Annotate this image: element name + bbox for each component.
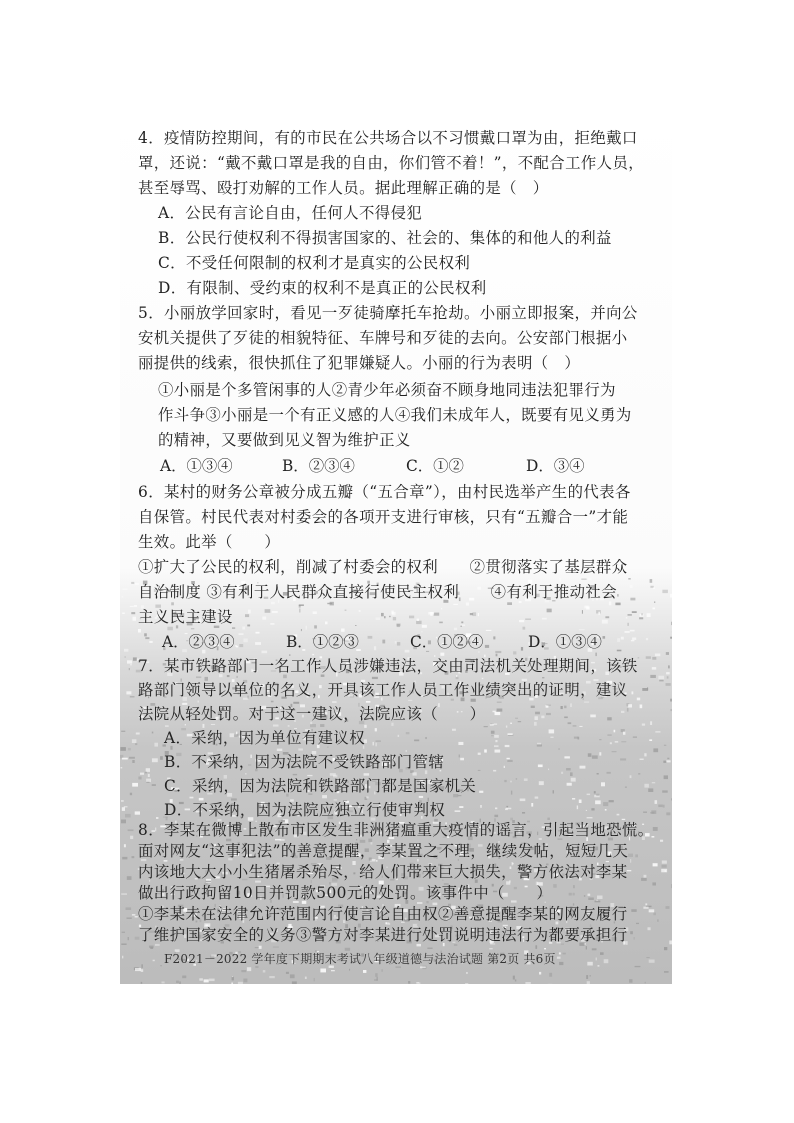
q6-option-b: B．①②③ (286, 633, 359, 651)
q4-stem-line-2: 罩，还说：“戴不戴口罩是我的自由，你们管不着！”，不配合工作人员， (138, 154, 645, 172)
q5-option-d: D．③④ (526, 457, 585, 475)
q5-stem-line-2: 安机关提供了歹徒的相貌特征、车牌号和歹徒的去向。公安部门根据小 (138, 329, 628, 347)
q6-stem-line-3: 生效。此举（ ） (138, 533, 281, 551)
q7-option-d: D．不采纳，因为法院应独立行使审判权 (164, 801, 446, 819)
q6-stem-line-1: 6．某村的财务公章被分成五瓣（“五合章”），由村民选举产生的代表各 (138, 483, 631, 501)
q4-option-b: B．公民行使权利不得损害国家的、社会的、集体的和他人的利益 (158, 229, 612, 247)
q5-statement-line-3: 的精神，又要做到见义智为维护正义 (158, 431, 411, 449)
q6-option-a: A．②③④ (162, 633, 235, 651)
q4-stem-line-3: 甚至辱骂、殴打劝解的工作人员。据此理解正确的是（ ） (138, 179, 549, 197)
q7-option-b: B．不采纳，因为法院不受铁路部门管辖 (164, 753, 445, 771)
q7-stem-line-3: 法院从轻处罚。对于这一建议，法院应该（ ） (138, 705, 486, 723)
q7-option-a: A．采纳，因为单位有建议权 (164, 729, 366, 747)
q7-stem-line-1: 7．某市铁路部门一名工作人员涉嫌违法，交由司法机关处理期间，该铁 (138, 657, 638, 675)
q5-stem-line-1: 5．小丽放学回家时，看见一歹徒骑摩托车抢劫。小丽立即报案，并向公 (138, 304, 638, 322)
q6-statement-line-1: ①扩大了公民的权利，削减了村委会的权利 ②贯彻落实了基层群众 (138, 558, 628, 576)
q5-option-a: A．①③④ (160, 457, 233, 475)
q6-statement-line-3: 主义民主建设 (138, 608, 233, 626)
q4-option-d: D．有限制、受约束的权利不是真正的公民权利 (158, 279, 487, 297)
q5-statement-line-2: 作斗争③小丽是一个有正义感的人④我们未成年人，既要有见义勇为 (158, 406, 632, 424)
q6-option-c: C．①②④ (410, 633, 484, 651)
q5-option-c: C．①② (406, 457, 464, 475)
q4-option-a: A．公民有言论自由，任何人不得侵犯 (158, 204, 423, 222)
q6-option-d: D．①③④ (528, 633, 602, 651)
exam-page (120, 108, 672, 984)
q7-stem-line-2: 路部门领导以单位的名义，开具该工作人员工作业绩突出的证明，建议 (138, 681, 628, 699)
q7-option-c: C．采纳，因为法院和铁路部门都是国家机关 (164, 777, 477, 795)
q5-stem-line-3: 丽提供的线索，很快抓住了犯罪嫌疑人。小丽的行为表明（ ） (138, 354, 581, 372)
q8-stem-line-2: 面对网友“这事犯法”的善意提醒，李某置之不理，继续发帖，短短几天 (138, 842, 629, 860)
q8-stem-line-4: 做出行政拘留10日并罚款500元的处罚。该事件中（ ） (138, 884, 553, 902)
q8-stem-line-3: 内该地大大小小生猪屠杀殆尽，给人们带来巨大损失，警方依法对李某 (138, 863, 628, 881)
q8-stem-line-1: 8．李某在微博上散布市区发生非洲猪瘟重大疫情的谣言，引起当地恐慌。 (138, 821, 654, 839)
q5-option-b: B．②③④ (282, 457, 355, 475)
q6-statement-line-2: 自治制度 ③有利于人民群众直接行使民主权利 ④有利于推动社会 (138, 583, 618, 601)
q4-stem-line-1: 4．疫情防控期间，有的市民在公共场合以不习惯戴口罩为由，拒绝戴口 (138, 129, 638, 147)
q5-statement-line-1: ①小丽是个多管闲事的人②青少年必须奋不顾身地同违法犯罪行为 (158, 381, 616, 399)
page-footer: F2021－2022 学年度下期期末考试八年级道德与法治试题 第2页 共6页 (164, 952, 556, 966)
q8-statement-line-1: ①李某未在法律允许范围内行使言论自由权②善意提醒李某的网友履行 (138, 905, 628, 923)
q8-statement-line-2: 了维护国家安全的义务③警方对李某进行处罚说明违法行为都要承担行 (138, 926, 628, 944)
q4-option-c: C．不受任何限制的权利才是真实的公民权利 (158, 254, 471, 272)
q6-stem-line-2: 自保管。村民代表对村委会的各项开支进行审核，只有“五瓣合一”才能 (138, 508, 629, 526)
